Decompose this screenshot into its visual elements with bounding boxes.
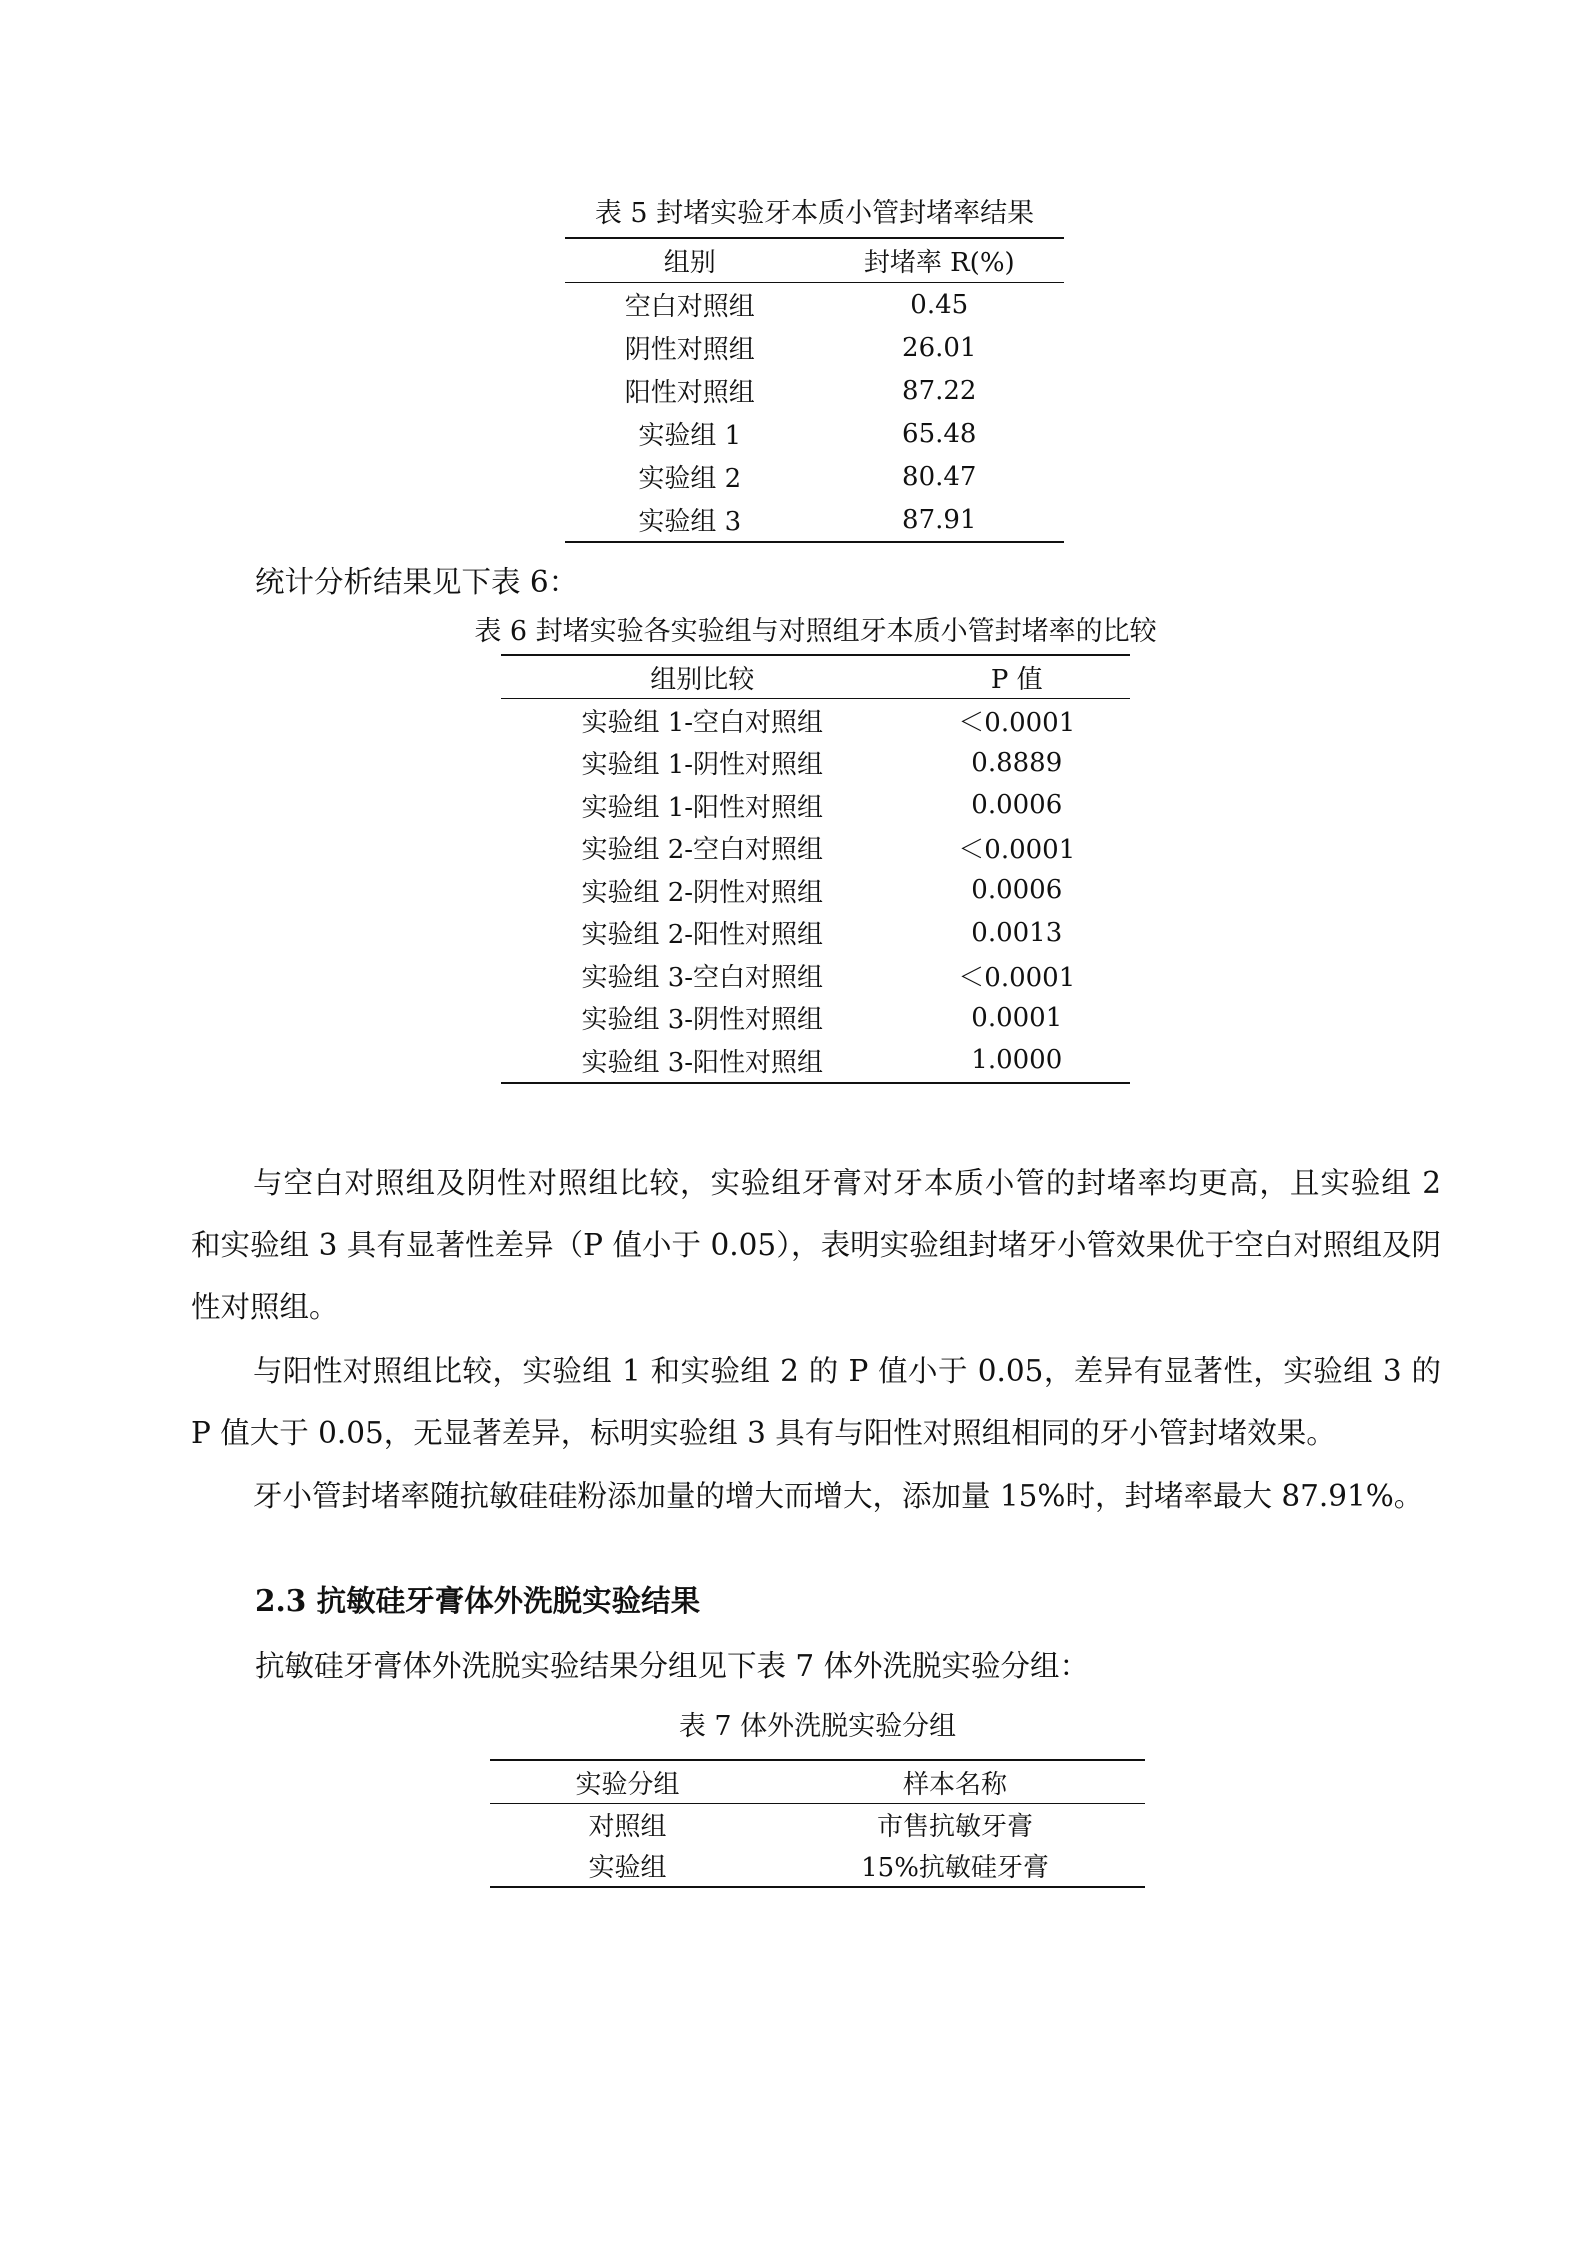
table-row — [501, 699, 1130, 742]
table-row — [501, 1039, 1130, 1083]
table-cell: 1.0000 — [971, 1045, 1063, 1076]
section-heading: 2.3 抗敏硅牙膏体外洗脱实验结果 — [255, 1583, 701, 1618]
table-cell: 0.8889 — [971, 747, 1063, 778]
table-cell: 87.91 — [902, 504, 977, 535]
table5-caption: 表 5 封堵实验牙本质小管封堵率结果 — [594, 198, 1035, 229]
table7 — [490, 1759, 1145, 1888]
table-row — [501, 827, 1130, 870]
table-cell: 0.0006 — [971, 875, 1063, 906]
table-cell: 0.45 — [910, 289, 969, 320]
table-row — [501, 869, 1130, 912]
table-cell: 87.22 — [902, 375, 977, 406]
table-cell: 0.0001 — [971, 1002, 1063, 1033]
table-cell: 实验组 — [588, 1853, 667, 1883]
table-cell: 实验组 3-阳性对照组 — [581, 1047, 824, 1078]
table-cell: 实验组 1 — [638, 421, 742, 451]
table6-caption: 表 6 封堵实验各实验组与对照组牙本质小管封堵率的比较 — [474, 616, 1157, 647]
table-cell: 实验组 1-空白对照组 — [581, 707, 824, 738]
table-row — [565, 326, 1064, 369]
paragraph-conclusion: 牙小管封堵率随抗敏硅硅粉添加量的增大而增大，添加量 15%时，封堵率最大 87.91%。 — [253, 1479, 1424, 1513]
table-row — [565, 369, 1064, 412]
table-cell: 实验组 1-阴性对照组 — [581, 750, 824, 781]
table5-header-rate: 封堵率 R(%) — [863, 248, 1015, 278]
table-row — [565, 283, 1064, 327]
table-cell: 空白对照组 — [624, 292, 755, 322]
table6-header-compare: 组别比较 — [650, 664, 755, 695]
section-intro: 抗敏硅牙膏体外洗脱实验结果分组见下表 7 体外洗脱实验分组： — [255, 1649, 1090, 1683]
table-cell: 实验组 3-空白对照组 — [581, 962, 824, 993]
table-cell: 26.01 — [902, 332, 977, 363]
table-cell: 实验组 3 — [638, 507, 742, 537]
table5 — [565, 237, 1064, 543]
table5-header-group: 组别 — [663, 248, 716, 278]
table-row — [565, 412, 1064, 455]
table5-header-row — [565, 238, 1064, 283]
table-cell: 实验组 2 — [638, 464, 742, 494]
table-cell: 0.0006 — [971, 790, 1063, 821]
table-cell: 市售抗敏牙膏 — [877, 1812, 1034, 1842]
table-row — [490, 1804, 1145, 1846]
table-cell: 实验组 2-阳性对照组 — [581, 920, 824, 951]
table-cell: 阴性对照组 — [624, 335, 755, 365]
table6-header-pvalue: P 值 — [990, 664, 1043, 695]
table-cell: ＜0.0001 — [958, 835, 1076, 866]
table-cell: 15%抗敏硅牙膏 — [861, 1853, 1049, 1883]
table-row — [490, 1845, 1145, 1887]
table-cell: ＜0.0001 — [958, 962, 1076, 993]
table-cell: 对照组 — [588, 1812, 667, 1842]
table-row — [501, 912, 1130, 955]
table-row — [501, 742, 1130, 785]
table6 — [501, 654, 1130, 1084]
table-cell: 65.48 — [902, 418, 977, 449]
table-cell: 实验组 2-阴性对照组 — [581, 877, 824, 908]
table-cell: 实验组 3-阴性对照组 — [581, 1005, 824, 1036]
paragraph-blank-negative-comparison: 与空白对照组及阴性对照组比较，实验组牙膏对牙本质小管的封堵率均更高，且实验组 2 和实验组 3 具有显著性差异（P 值小于 0.05），表明实验组封堵牙小管效果优于空白对照组及阴性对照组。 — [191, 1166, 1441, 1324]
table-cell: 80.47 — [902, 461, 977, 492]
table-cell: 实验组 2-空白对照组 — [581, 835, 824, 866]
table-row — [501, 997, 1130, 1040]
table-cell: 0.0013 — [971, 917, 1063, 948]
table-cell: 实验组 1-阳性对照组 — [581, 792, 824, 823]
table-row — [501, 954, 1130, 997]
table-cell: ＜0.0001 — [958, 707, 1076, 738]
table-row — [565, 455, 1064, 498]
table-row — [501, 784, 1130, 827]
table-cell: 阳性对照组 — [624, 378, 755, 408]
table7-header-sample: 样本名称 — [903, 1769, 1008, 1800]
table7-header-group: 实验分组 — [575, 1769, 680, 1800]
table6-intro: 统计分析结果见下表 6： — [255, 565, 579, 599]
table-row — [565, 498, 1064, 542]
table7-caption: 表 7 体外洗脱实验分组 — [678, 1711, 957, 1742]
paragraph-positive-comparison: 与阳性对照组比较，实验组 1 和实验组 2 的 P 值小于 0.05，差异有显著性，实验组 3 的 P 值大于 0.05，无显著差异，标明实验组 3 具有与阳性对照组相同的牙小管封堵效果。 — [191, 1354, 1441, 1450]
table6-header-row — [501, 655, 1130, 699]
table7-header-row — [490, 1760, 1145, 1804]
